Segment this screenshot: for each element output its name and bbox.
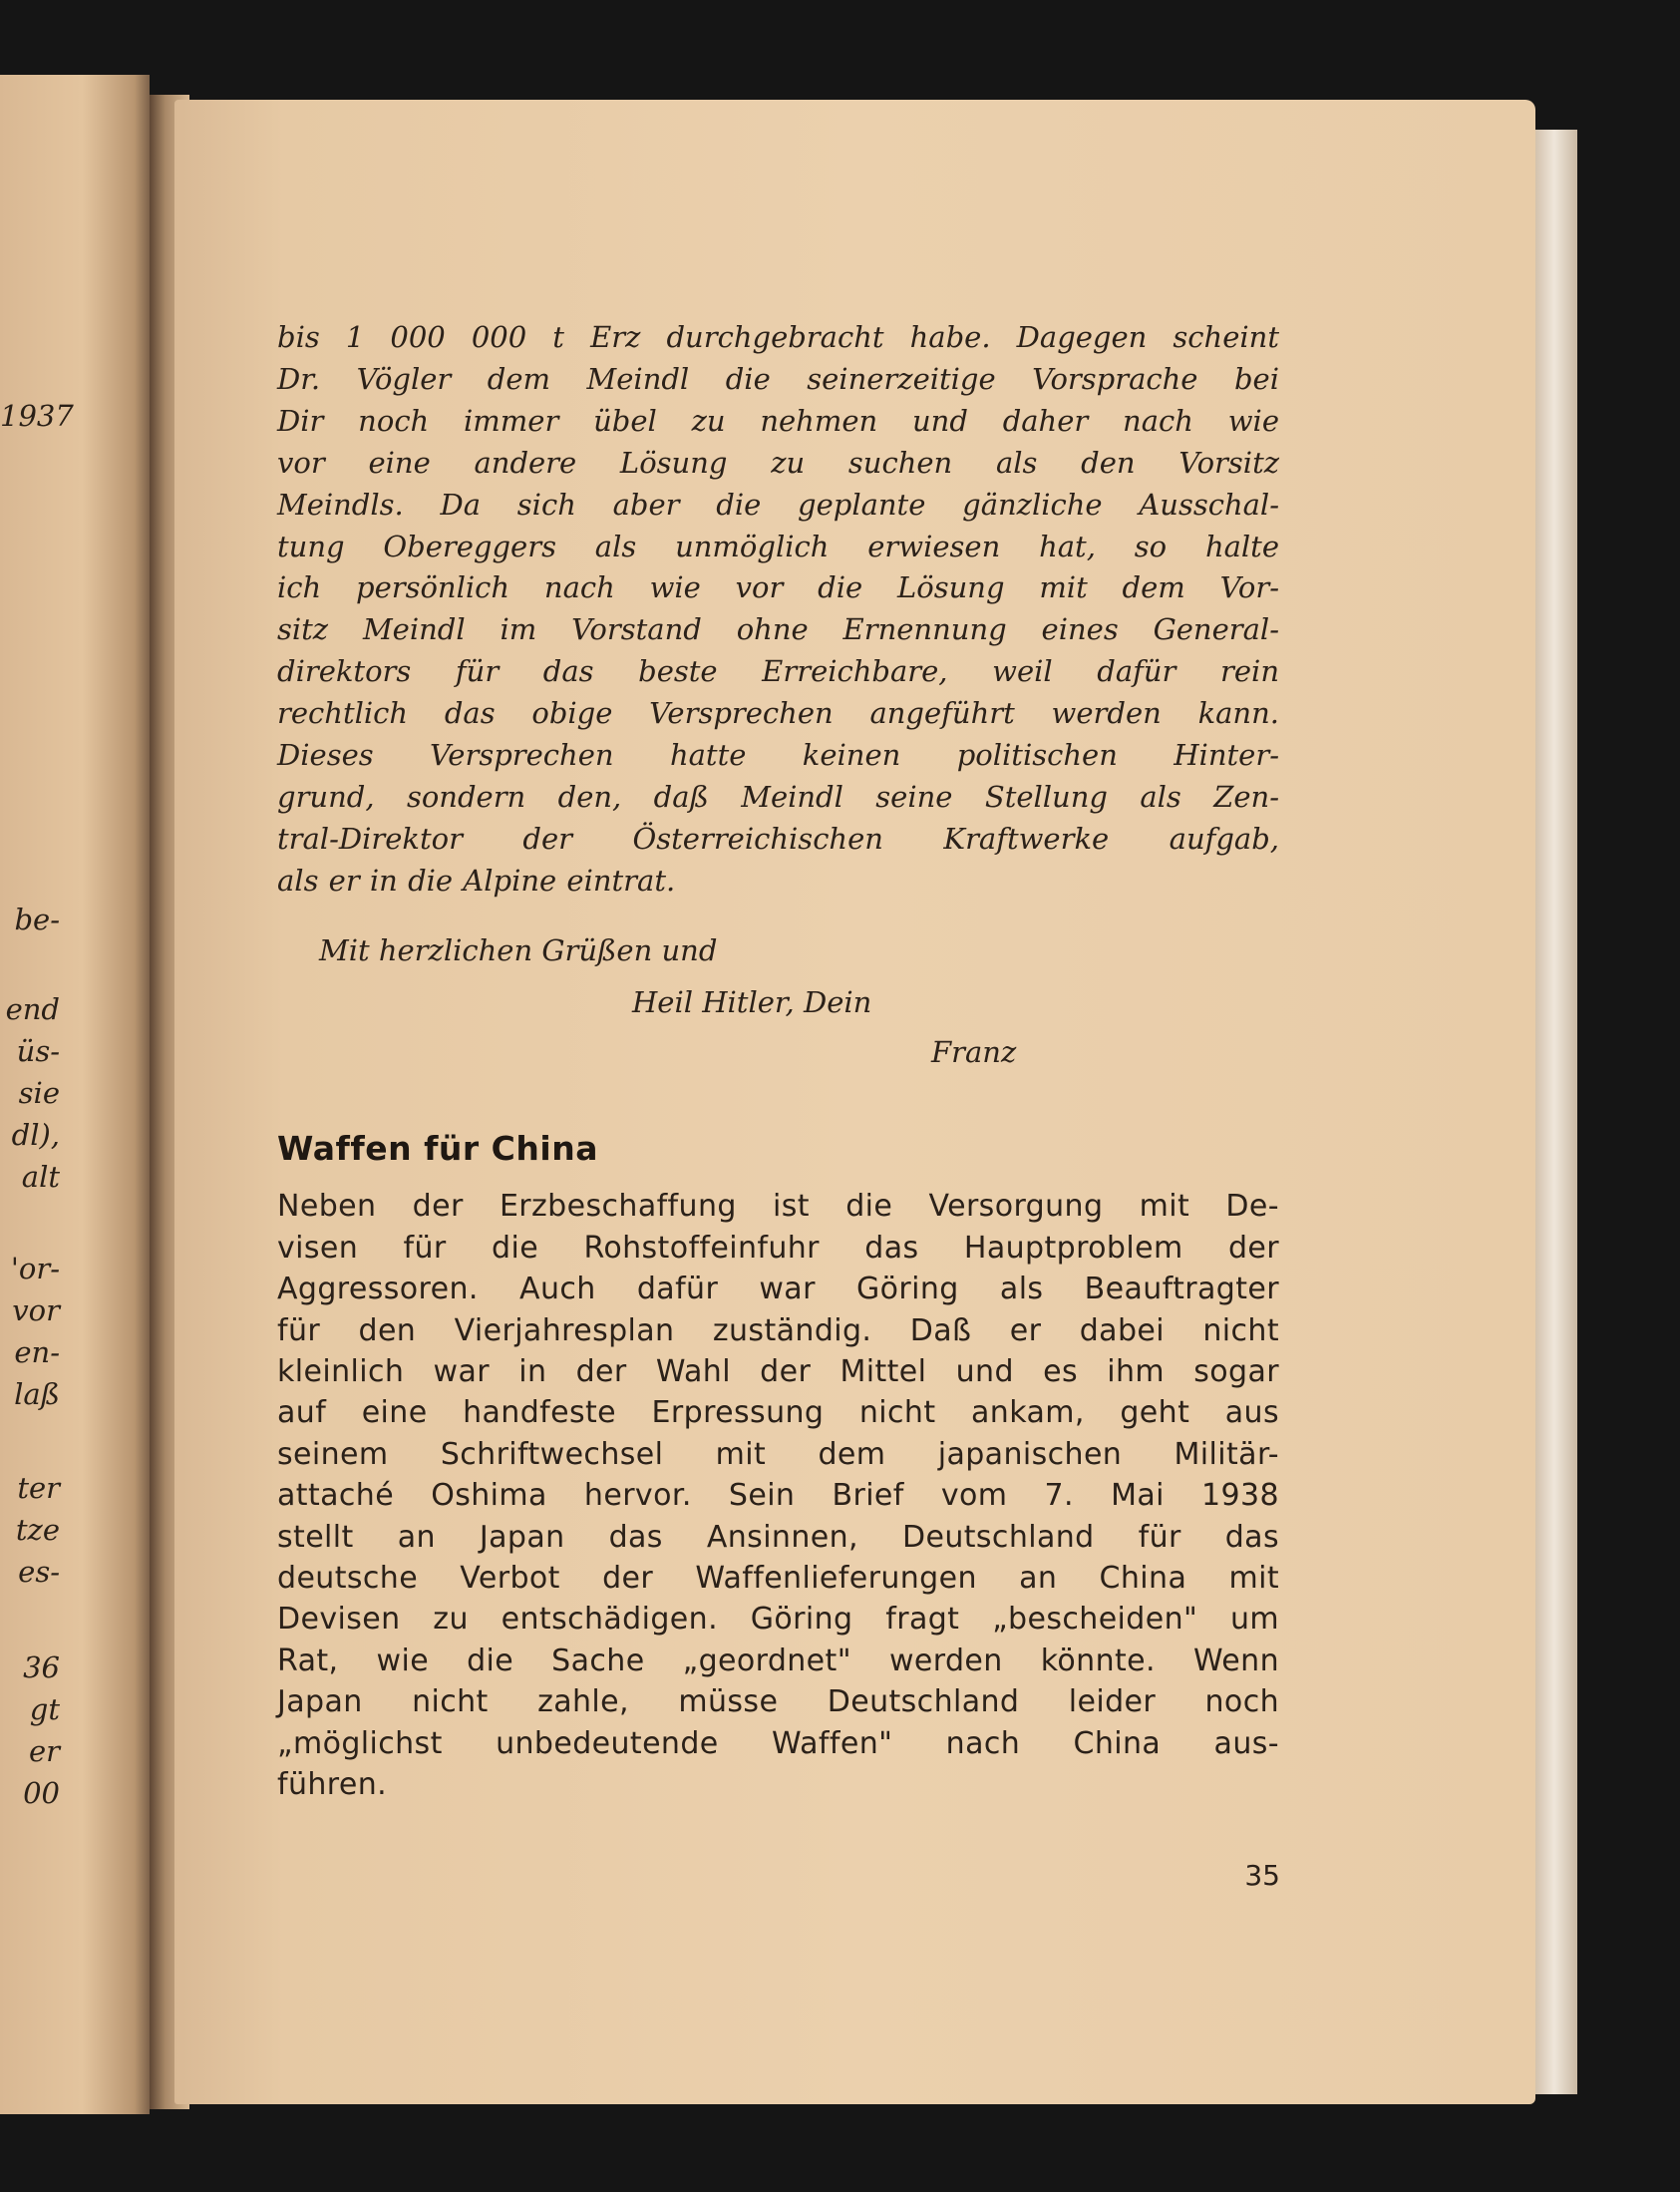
letter-excerpt [277, 317, 1279, 903]
letter-line: rechtlich das obige Versprechen angeführt werden kann. [277, 696, 1279, 731]
body-line: führen. [277, 1767, 388, 1803]
left-fragment: sie [18, 1076, 60, 1110]
letter-signature: Franz [931, 1034, 1017, 1069]
letter-line: tral-Direktor der Österreichischen Kraftwerke aufgab, [277, 821, 1279, 856]
body-line: Japan nicht zahle, müsse Deutschland leider noch [277, 1684, 1279, 1720]
left-fragment: gt [29, 1692, 60, 1726]
left-page [0, 75, 150, 2114]
left-fragment: er [28, 1734, 60, 1768]
left-fragment: laß [14, 1377, 60, 1411]
left-fragment: en- [14, 1335, 60, 1369]
letter-line: als er in die Alpine eintrat. [277, 863, 676, 898]
left-fragment: alt [21, 1160, 60, 1194]
letter-closing: Mit herzlichen Grüßen und [319, 932, 718, 967]
left-fragment: tze [15, 1513, 60, 1547]
left-fragment: be- [14, 903, 60, 936]
left-fragment: 1937 [0, 399, 74, 433]
left-fragment: 00 [23, 1776, 60, 1810]
letter-salutation: Heil Hitler, Dein [632, 984, 872, 1019]
body-line: seinem Schriftwechsel mit dem japanischen Militär- [277, 1436, 1279, 1472]
letter-line: ich persönlich nach wie vor die Lösung mit dem Vor- [277, 570, 1279, 605]
body-line: Neben der Erzbeschaffung ist die Versorgung mit De- [277, 1189, 1279, 1225]
body-line: stellt an Japan das Ansinnen, Deutschland für das [277, 1519, 1279, 1555]
body-line: visen für die Rohstoffeinfuhr das Hauptproblem der [277, 1230, 1279, 1266]
page-stack-edge [1535, 130, 1577, 2094]
left-fragment: vor [12, 1293, 60, 1327]
letter-line: grund, sondern den, daß Meindl seine Stellung als Zen- [277, 779, 1279, 814]
section-body [277, 1186, 1279, 1805]
body-line: Rat, wie die Sache „geordnet" werden könnte. Wenn [277, 1643, 1279, 1678]
page-number: 35 [1244, 1859, 1280, 1892]
letter-line: Meindls. Da sich aber die geplante gänzliche Ausschal- [277, 487, 1279, 522]
body-line: kleinlich war in der Wahl der Mittel und es ihm sogar [277, 1354, 1279, 1390]
letter-line: tung Obereggers als unmöglich erwiesen hat, so halte [277, 529, 1279, 563]
letter-line: sitz Meindl im Vorstand ohne Ernennung eines General- [277, 612, 1279, 647]
body-line: deutsche Verbot der Waffenlieferungen an China mit [277, 1561, 1279, 1597]
letter-line: bis 1 000 000 t Erz durchgebracht habe. Dagegen scheint [277, 320, 1279, 354]
left-fragment: end [5, 992, 60, 1026]
left-fragment: dl), [11, 1118, 60, 1152]
letter-line: Dir noch immer übel zu nehmen und daher nach wie [277, 403, 1279, 438]
left-fragment: es- [18, 1555, 60, 1589]
left-fragment: üs- [16, 1034, 60, 1068]
letter-line: direktors für das beste Erreichbare, weil dafür rein [277, 654, 1279, 689]
letter-line: Dr. Vögler dem Meindl die seinerzeitige Vorsprache bei [277, 361, 1279, 396]
left-fragment: 36 [23, 1650, 60, 1684]
body-line: „möglichst unbedeutende Waffen" nach China aus- [277, 1725, 1279, 1761]
letter-line: Dieses Versprechen hatte keinen politischen Hinter- [277, 738, 1279, 773]
left-page-margin-fragments [0, 75, 74, 2114]
body-line: für den Vierjahresplan zuständig. Daß er dabei nicht [277, 1312, 1279, 1348]
left-fragment: 'or- [10, 1252, 60, 1285]
left-fragment: ter [17, 1471, 60, 1505]
letter-line: vor eine andere Lösung zu suchen als den Vorsitz [277, 445, 1279, 480]
section-heading: Waffen für China [277, 1129, 598, 1169]
body-line: Devisen zu entschädigen. Göring fragt „bescheiden" um [277, 1602, 1279, 1638]
body-line: auf eine handfeste Erpressung nicht ankam, geht aus [277, 1395, 1279, 1431]
body-line: attaché Oshima hervor. Sein Brief vom 7. Mai 1938 [277, 1478, 1279, 1514]
page-content [277, 317, 1279, 1806]
body-line: Aggressoren. Auch dafür war Göring als Beauftragter [277, 1272, 1279, 1307]
